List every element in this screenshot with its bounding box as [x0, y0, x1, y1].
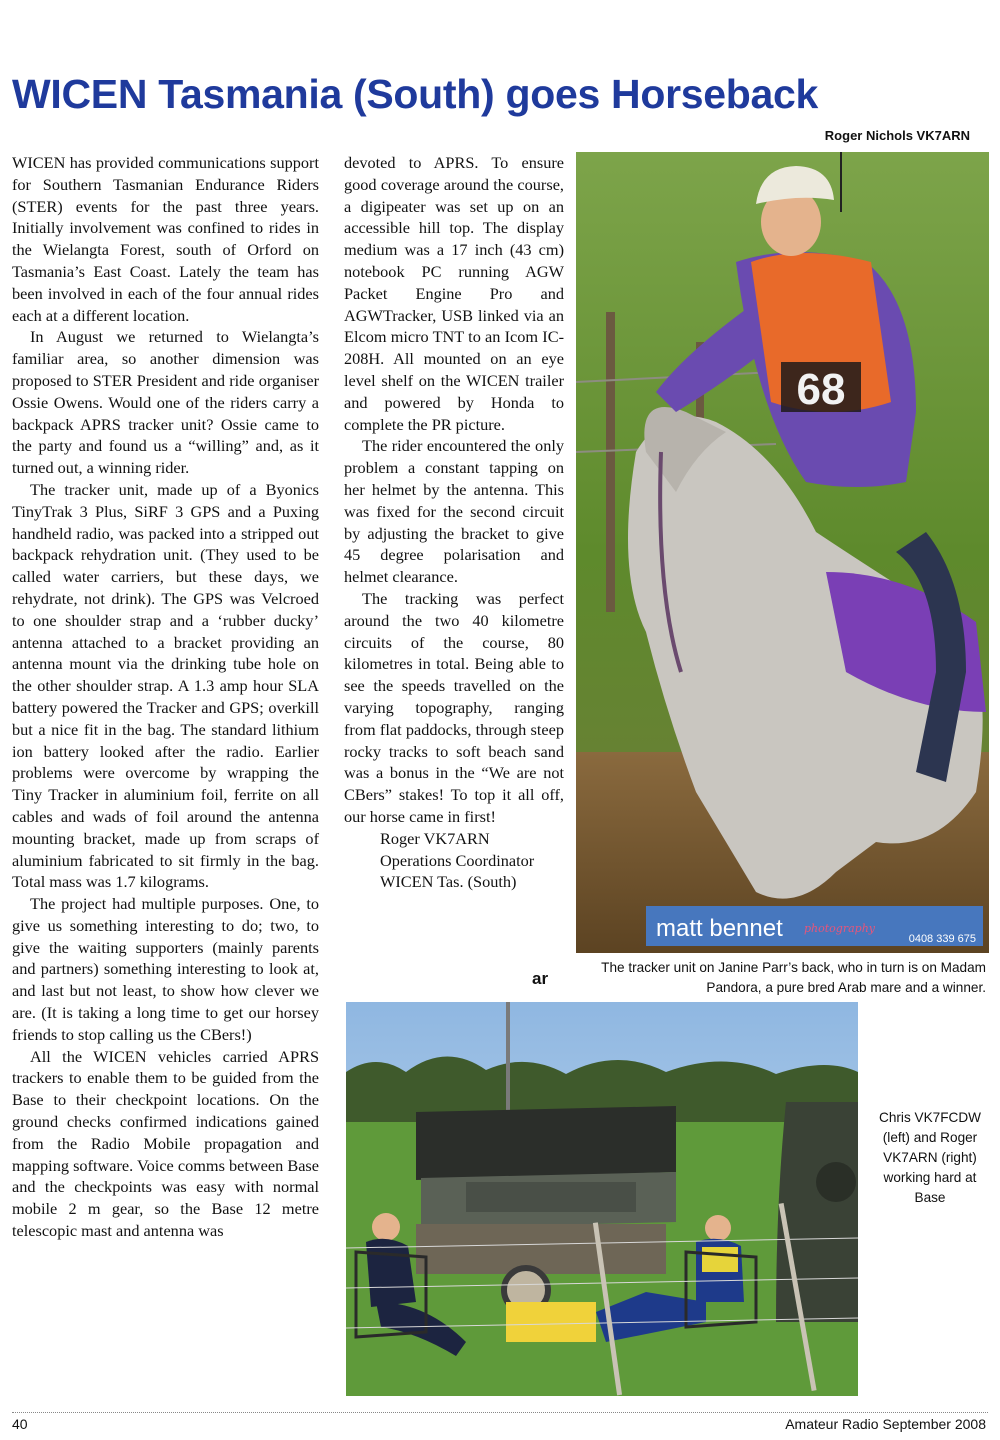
- base-photo-caption: Chris VK7FCDW (left) and Roger VK7ARN (right) working hard at Base: [879, 1110, 981, 1205]
- paragraph: devoted to APRS. To ensure good coverage around the course, a digipeater was set up on an accessible hill top. The display medium was a 17 inch (43 cm) notebook PC running AGW Packet Engine Pro and AGWTracker, USB linked via an Elcom micro TNT to an Icom IC-208H. All mounted on an eye level shelf on the WICEN trailer and powered by Honda to complete the PR picture.: [344, 153, 564, 434]
- paragraph: The rider encountered the only problem a constant tapping on her helmet by the antenna. This was fixed for the second circuit by adjusting the bracket to give 45 degree polarisation and helmet clearance.: [344, 436, 564, 587]
- rider-photo: [576, 152, 989, 953]
- body-column-1: [12, 152, 319, 1242]
- signature-org: WICEN Tas. (South): [380, 872, 517, 892]
- paragraph: The tracker unit, made up of a Byonics TinyTrak 3 Plus, SiRF 3 GPS and a Puxing handheld radio, was packed into a stripped out backpack rehydration unit. (They used to be called water carriers, but these days, we rehydrate, not drink). The GPS was Velcroed to one shoulder strap and a ‘rubber ducky’ antenna attached to a bracket providing an antenna mount via the drinking tube hole on the other shoulder strap. A 1.3 amp hour SLA battery powered the Tracker and GPS; overkill but a nice fit in the bag. The standard lithium ion battery looked after the radio. Earlier problems were overcome by wrapping the Tiny Tracker in aluminium foil, ferrite on all cables and wads of foil around the antenna mounting bracket, made up from scraps of aluminium fabricated to sit firmly in the bag. Total mass was 1.7 kilograms.: [12, 479, 319, 892]
- end-of-article-mark: ar: [532, 969, 549, 988]
- paragraph: The tracking was perfect around the two 40 kilometre circuits of the course, 80 kilometres in total. Being able to see the speeds travelled on the varying topography, ranging from flat paddocks, through steep rocky tracks to soft beach sand was a bonus in the “We are not CBers” stakes! To top it all off, our horse came in first!: [344, 588, 564, 826]
- author-signature: [344, 828, 564, 893]
- bib-number: 68: [796, 365, 846, 414]
- base-photo: [346, 1002, 858, 1396]
- paragraph: WICEN has provided communications support for Southern Tasmanian Endurance Riders (STER) events for the past three years. Initially involvement was confined to rides in the Wielangta Forest, south of Orford on Tasmania’s East Coast. Lately the team has been involved in each of the four annual rides each at a different location.: [12, 153, 319, 325]
- signature-name: Roger VK7ARN: [380, 828, 490, 848]
- base-illustration: [346, 1002, 858, 1396]
- watermark-phone: 0408 339 675: [908, 933, 976, 945]
- journal-issue: Amateur Radio September 2008: [785, 1416, 986, 1432]
- article-title: WICEN Tasmania (South) goes Horseback: [12, 71, 819, 117]
- rider-photo-caption: The tracker unit on Janine Parr’s back, who in turn is on Madam Pandora, a pure bred Arab mare and a winner.: [601, 960, 986, 995]
- signature-role: Operations Coordinator: [380, 850, 535, 870]
- page-number: 40: [12, 1416, 28, 1432]
- rider-illustration: [576, 152, 989, 953]
- footer-divider: [12, 1412, 988, 1413]
- article-byline: Roger Nichols VK7ARN: [824, 128, 970, 143]
- body-column-2: [344, 152, 564, 893]
- paragraph: All the WICEN vehicles carried APRS trackers to enable them to be guided from the Base to their checkpoint locations. On the ground checks confirmed indications gained from the Radio Mobile propagation and mapping software. Voice comms between Base and the checkpoints was easy with normal mobile 2 m gear, so the Base 12 metre telescopic mast and antenna was: [12, 1046, 319, 1241]
- paragraph: In August we returned to Wielangta’s familiar area, so another dimension was proposed to STER President and ride organiser Ossie Owens. Would one of the riders carry a backpack APRS tracker unit? Ossie came to the party and found us a “willing” and, as it turned out, a winning rider.: [12, 327, 319, 478]
- watermark-name: matt bennet: [656, 915, 783, 942]
- watermark-script: photography: [804, 922, 875, 935]
- paragraph: The project had multiple purposes. One, to give us something interesting to do; two, to give the waiting supporters (mainly parents and partners) something interesting to look at, and last but not least, to show how clever we are. (It is taking a long time to get our horsey friends to stop calling us the CBers!): [12, 894, 319, 1044]
